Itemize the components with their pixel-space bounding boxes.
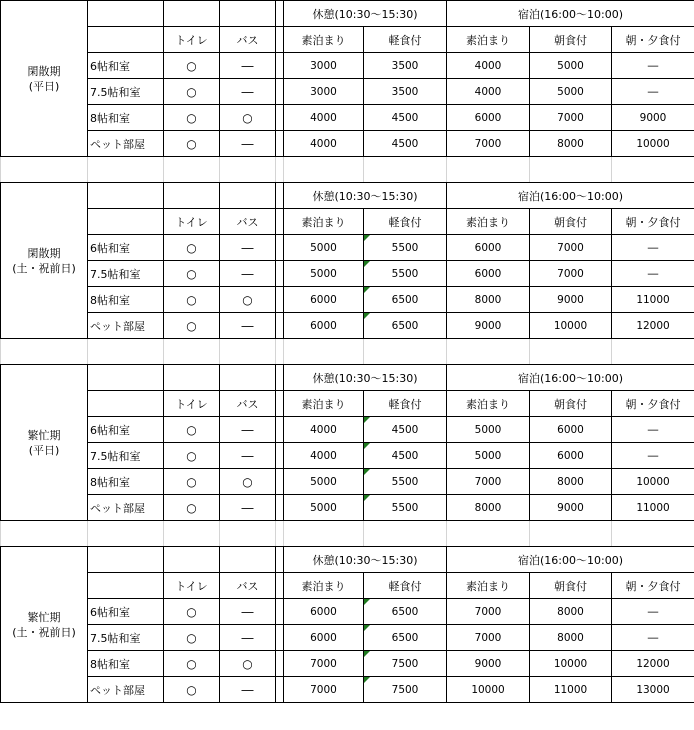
toilet-header: トイレ [164, 391, 220, 417]
table-row [1, 79, 694, 105]
price-cell: 4000 [447, 53, 530, 79]
price-cell: 7000 [284, 651, 364, 677]
price-cell: 9000 [530, 287, 612, 313]
price-cell: 6000 [284, 599, 364, 625]
empty-cell [276, 521, 284, 547]
period-name: 繁忙期 [27, 428, 61, 442]
rest-light-meal-header: 軽食付 [364, 27, 447, 53]
price-cell: ― [612, 625, 694, 651]
empty-cell [276, 547, 284, 573]
price-cell: 5000 [530, 79, 612, 105]
rest-group-header: 休憩(10:30〜15:30) [284, 547, 447, 573]
price-cell: 5000 [447, 417, 530, 443]
empty-cell [530, 521, 612, 547]
empty-cell [276, 651, 284, 677]
price-cell: 7000 [447, 625, 530, 651]
table-row [1, 417, 694, 443]
toilet-mark: ○ [164, 625, 220, 651]
empty-cell [88, 573, 164, 599]
empty-cell [220, 547, 276, 573]
price-cell: 9000 [612, 105, 694, 131]
rest-light-meal-header: 軽食付 [364, 209, 447, 235]
toilet-mark: ○ [164, 417, 220, 443]
toilet-mark: ○ [164, 287, 220, 313]
price-cell: 3500 [364, 79, 447, 105]
empty-cell [276, 443, 284, 469]
spacer-row [1, 521, 694, 547]
price-cell: 8000 [530, 469, 612, 495]
toilet-mark: ○ [164, 313, 220, 339]
table-row [1, 599, 694, 625]
empty-cell [88, 183, 164, 209]
price-cell: 10000 [612, 469, 694, 495]
table-row [1, 469, 694, 495]
spacer-row [1, 339, 694, 365]
bath-mark: ― [220, 625, 276, 651]
empty-cell [276, 27, 284, 53]
room-type: ペット部屋 [88, 495, 164, 521]
price-cell: 6000 [447, 105, 530, 131]
price-cell: 3000 [284, 79, 364, 105]
price-cell: ― [612, 79, 694, 105]
price-cell: 7000 [447, 469, 530, 495]
price-cell: 6000 [284, 287, 364, 313]
bath-mark: ― [220, 53, 276, 79]
empty-cell [164, 157, 220, 183]
room-type: 8帖和室 [88, 469, 164, 495]
price-cell: 4000 [447, 79, 530, 105]
price-cell: 4000 [284, 443, 364, 469]
toilet-mark: ○ [164, 131, 220, 157]
price-cell: 4500 [364, 105, 447, 131]
price-cell: 5000 [447, 443, 530, 469]
price-cell: 3500 [364, 53, 447, 79]
price-cell: 7500 [364, 677, 447, 703]
bath-mark: ― [220, 677, 276, 703]
group-header-row [1, 365, 694, 391]
price-cell: 4000 [284, 417, 364, 443]
price-cell: 12000 [612, 313, 694, 339]
price-cell: 10000 [530, 313, 612, 339]
price-cell: 4000 [284, 105, 364, 131]
bath-mark: ○ [220, 469, 276, 495]
empty-cell [276, 469, 284, 495]
empty-cell [276, 313, 284, 339]
price-cell: 5000 [284, 469, 364, 495]
toilet-mark: ○ [164, 53, 220, 79]
price-cell: 8000 [530, 131, 612, 157]
stay-room-only-header: 素泊まり [447, 573, 530, 599]
room-type: 6帖和室 [88, 599, 164, 625]
toilet-mark: ○ [164, 495, 220, 521]
empty-cell [276, 53, 284, 79]
toilet-header: トイレ [164, 209, 220, 235]
rest-group-header: 休憩(10:30〜15:30) [284, 365, 447, 391]
empty-cell [164, 365, 220, 391]
price-cell: 4500 [364, 131, 447, 157]
price-cell: 6500 [364, 313, 447, 339]
empty-cell [364, 521, 447, 547]
empty-cell [530, 339, 612, 365]
room-type: 8帖和室 [88, 651, 164, 677]
price-cell: 4500 [364, 443, 447, 469]
room-type: 7.5帖和室 [88, 625, 164, 651]
table-body [1, 1, 694, 703]
price-cell: 6000 [284, 313, 364, 339]
empty-cell [220, 339, 276, 365]
room-type: 7.5帖和室 [88, 443, 164, 469]
empty-cell [164, 183, 220, 209]
empty-cell [276, 183, 284, 209]
price-cell: 7000 [447, 131, 530, 157]
empty-cell [284, 339, 364, 365]
price-cell: 11000 [612, 287, 694, 313]
empty-cell [220, 183, 276, 209]
bath-mark: ― [220, 417, 276, 443]
bath-mark: ― [220, 235, 276, 261]
stay-breakfast-header: 朝食付 [530, 209, 612, 235]
price-cell: 8000 [447, 495, 530, 521]
bath-mark: ○ [220, 105, 276, 131]
empty-cell [88, 1, 164, 27]
price-cell: 5000 [284, 235, 364, 261]
toilet-mark: ○ [164, 261, 220, 287]
empty-cell [276, 105, 284, 131]
empty-cell [276, 1, 284, 27]
rest-room-only-header: 素泊まり [284, 209, 364, 235]
period-label [1, 365, 88, 521]
empty-cell [276, 209, 284, 235]
empty-cell [276, 339, 284, 365]
table-row [1, 495, 694, 521]
empty-cell [88, 391, 164, 417]
bath-mark: ― [220, 79, 276, 105]
empty-cell [88, 547, 164, 573]
price-cell: 7000 [530, 105, 612, 131]
period-label [1, 547, 88, 703]
table-row [1, 131, 694, 157]
price-cell: 6000 [284, 625, 364, 651]
price-cell: 5000 [284, 261, 364, 287]
stay-breakfast-header: 朝食付 [530, 573, 612, 599]
bath-mark: ― [220, 599, 276, 625]
empty-cell [220, 157, 276, 183]
stay-room-only-header: 素泊まり [447, 27, 530, 53]
rest-light-meal-header: 軽食付 [364, 391, 447, 417]
toilet-mark: ○ [164, 105, 220, 131]
table-row [1, 53, 694, 79]
room-type: 6帖和室 [88, 53, 164, 79]
price-cell: 6000 [447, 235, 530, 261]
stay-group-header: 宿泊(16:00〜10:00) [447, 183, 694, 209]
empty-cell [276, 495, 284, 521]
empty-cell [220, 1, 276, 27]
group-header-row [1, 1, 694, 27]
bath-header: バス [220, 209, 276, 235]
toilet-header: トイレ [164, 27, 220, 53]
room-type: 8帖和室 [88, 287, 164, 313]
stay-room-only-header: 素泊まり [447, 209, 530, 235]
bath-mark: ― [220, 443, 276, 469]
empty-cell [88, 157, 164, 183]
price-cell: 8000 [530, 625, 612, 651]
bath-mark: ○ [220, 651, 276, 677]
empty-cell [276, 391, 284, 417]
empty-cell [276, 365, 284, 391]
room-type: 8帖和室 [88, 105, 164, 131]
period-name: 繁忙期 [27, 610, 61, 624]
empty-cell [88, 209, 164, 235]
empty-cell [276, 417, 284, 443]
column-header-row [1, 573, 694, 599]
price-cell: ― [612, 235, 694, 261]
price-cell: 8000 [447, 287, 530, 313]
empty-cell [612, 339, 694, 365]
stay-two-meals-header: 朝・夕食付 [612, 573, 694, 599]
price-cell: 9000 [447, 651, 530, 677]
price-cell: 8000 [530, 599, 612, 625]
stay-breakfast-header: 朝食付 [530, 391, 612, 417]
empty-cell [364, 157, 447, 183]
empty-cell [88, 365, 164, 391]
table-row [1, 261, 694, 287]
table-row [1, 651, 694, 677]
stay-two-meals-header: 朝・夕食付 [612, 391, 694, 417]
price-cell: 12000 [612, 651, 694, 677]
price-cell: 10000 [530, 651, 612, 677]
empty-cell [164, 339, 220, 365]
group-header-row [1, 183, 694, 209]
empty-cell [220, 521, 276, 547]
rest-room-only-header: 素泊まり [284, 573, 364, 599]
toilet-mark: ○ [164, 651, 220, 677]
period-qualifier: (平日) [28, 79, 60, 93]
rest-group-header: 休憩(10:30〜15:30) [284, 183, 447, 209]
price-cell: 4000 [284, 131, 364, 157]
room-type: 7.5帖和室 [88, 79, 164, 105]
price-cell: 7000 [447, 599, 530, 625]
period-label [1, 183, 88, 339]
stay-room-only-header: 素泊まり [447, 391, 530, 417]
table-row [1, 443, 694, 469]
toilet-mark: ○ [164, 677, 220, 703]
empty-cell [164, 521, 220, 547]
price-cell: 11000 [530, 677, 612, 703]
rest-room-only-header: 素泊まり [284, 391, 364, 417]
column-header-row [1, 391, 694, 417]
bath-header: バス [220, 27, 276, 53]
price-cell: 5500 [364, 261, 447, 287]
room-type: ペット部屋 [88, 677, 164, 703]
group-header-row [1, 547, 694, 573]
empty-cell [276, 573, 284, 599]
empty-cell [276, 625, 284, 651]
empty-cell [276, 599, 284, 625]
stay-group-header: 宿泊(16:00〜10:00) [447, 1, 694, 27]
price-cell: 6500 [364, 287, 447, 313]
empty-cell [612, 157, 694, 183]
price-cell: 9000 [530, 495, 612, 521]
bath-header: バス [220, 573, 276, 599]
price-cell: 11000 [612, 495, 694, 521]
column-header-row [1, 27, 694, 53]
bath-mark: ― [220, 495, 276, 521]
toilet-mark: ○ [164, 235, 220, 261]
empty-cell [1, 521, 88, 547]
period-qualifier: (平日) [28, 443, 60, 457]
rest-light-meal-header: 軽食付 [364, 573, 447, 599]
rest-room-only-header: 素泊まり [284, 27, 364, 53]
bath-mark: ― [220, 313, 276, 339]
price-cell: 6500 [364, 625, 447, 651]
empty-cell [276, 235, 284, 261]
price-cell: 4500 [364, 417, 447, 443]
price-cell: 7000 [530, 261, 612, 287]
empty-cell [530, 157, 612, 183]
empty-cell [284, 157, 364, 183]
price-cell: 7000 [284, 677, 364, 703]
room-type: 6帖和室 [88, 235, 164, 261]
price-cell: 7000 [530, 235, 612, 261]
table-row [1, 625, 694, 651]
price-cell: 5000 [530, 53, 612, 79]
price-cell: 6000 [530, 417, 612, 443]
table-row [1, 677, 694, 703]
empty-cell [447, 339, 530, 365]
bath-mark: ― [220, 131, 276, 157]
price-cell: 10000 [612, 131, 694, 157]
price-cell: ― [612, 53, 694, 79]
toilet-mark: ○ [164, 79, 220, 105]
room-type: 6帖和室 [88, 417, 164, 443]
empty-cell [276, 79, 284, 105]
spacer-row [1, 157, 694, 183]
empty-cell [364, 339, 447, 365]
price-cell: ― [612, 417, 694, 443]
period-label [1, 1, 88, 157]
price-cell: 6000 [447, 261, 530, 287]
room-type: ペット部屋 [88, 313, 164, 339]
rest-group-header: 休憩(10:30〜15:30) [284, 1, 447, 27]
empty-cell [164, 547, 220, 573]
empty-cell [164, 1, 220, 27]
toilet-mark: ○ [164, 599, 220, 625]
empty-cell [220, 365, 276, 391]
stay-two-meals-header: 朝・夕食付 [612, 209, 694, 235]
price-cell: 5000 [284, 495, 364, 521]
table-row [1, 313, 694, 339]
room-type: 7.5帖和室 [88, 261, 164, 287]
period-name: 閑散期 [27, 246, 61, 260]
empty-cell [1, 157, 88, 183]
empty-cell [88, 339, 164, 365]
bath-header: バス [220, 391, 276, 417]
empty-cell [276, 677, 284, 703]
price-cell: 6000 [530, 443, 612, 469]
price-cell: 5500 [364, 495, 447, 521]
price-cell: 5500 [364, 469, 447, 495]
stay-group-header: 宿泊(16:00〜10:00) [447, 547, 694, 573]
price-cell: 3000 [284, 53, 364, 79]
toilet-header: トイレ [164, 573, 220, 599]
column-header-row [1, 209, 694, 235]
price-cell: 13000 [612, 677, 694, 703]
table-row [1, 287, 694, 313]
empty-cell [88, 27, 164, 53]
price-cell: ― [612, 261, 694, 287]
period-qualifier: (土・祝前日) [12, 625, 76, 639]
period-name: 閑散期 [27, 64, 61, 78]
price-cell: 10000 [447, 677, 530, 703]
table-row [1, 105, 694, 131]
table-row [1, 235, 694, 261]
empty-cell [1, 339, 88, 365]
empty-cell [447, 521, 530, 547]
stay-breakfast-header: 朝食付 [530, 27, 612, 53]
stay-two-meals-header: 朝・夕食付 [612, 27, 694, 53]
empty-cell [88, 521, 164, 547]
price-cell: ― [612, 443, 694, 469]
stay-group-header: 宿泊(16:00〜10:00) [447, 365, 694, 391]
toilet-mark: ○ [164, 469, 220, 495]
empty-cell [276, 131, 284, 157]
empty-cell [276, 157, 284, 183]
bath-mark: ― [220, 261, 276, 287]
room-type: ペット部屋 [88, 131, 164, 157]
empty-cell [276, 287, 284, 313]
bath-mark: ○ [220, 287, 276, 313]
empty-cell [612, 521, 694, 547]
price-cell: 7500 [364, 651, 447, 677]
toilet-mark: ○ [164, 443, 220, 469]
price-cell: 9000 [447, 313, 530, 339]
empty-cell [276, 261, 284, 287]
empty-cell [447, 157, 530, 183]
price-cell: 6500 [364, 599, 447, 625]
price-cell: 5500 [364, 235, 447, 261]
price-cell: ― [612, 599, 694, 625]
period-qualifier: (土・祝前日) [12, 261, 76, 275]
empty-cell [284, 521, 364, 547]
